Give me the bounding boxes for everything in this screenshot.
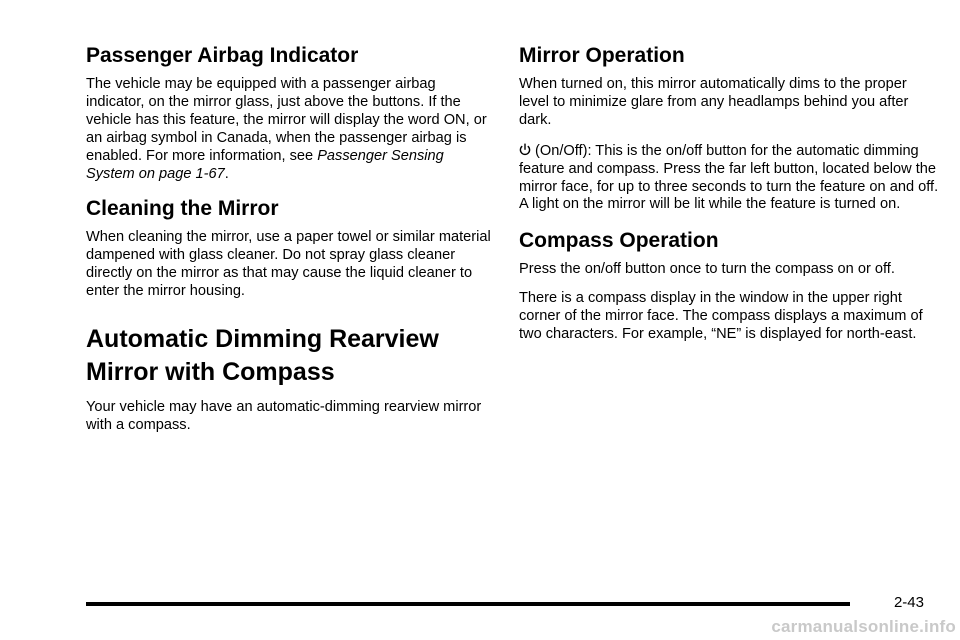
on-off-text: (On/Off): This is the on/off button for the automatic dimming feature and compass. Press the far left button, located below the mirror face, for up to three seconds to turn the feature on and off. A light on the mirror will be lit while the feature is turned on. xyxy=(519,142,939,213)
footer-rule xyxy=(86,602,850,606)
heading-mirror-operation: Mirror Operation xyxy=(519,44,685,67)
heading-compass-operation: Compass Operation xyxy=(519,229,719,253)
cross-reference-link[interactable]: Passenger Sensing System on page 1-67 xyxy=(86,147,444,182)
power-icon xyxy=(519,143,531,157)
paragraph-on-off xyxy=(519,143,939,215)
paragraph-airbag-indicator xyxy=(86,76,494,183)
right-column xyxy=(519,42,939,344)
paragraph-automatic-dimming: Your vehicle may have an automatic-dimming rearview mirror with a compass. xyxy=(86,399,482,433)
heading-passenger-airbag-indicator: Passenger Airbag Indicator xyxy=(86,44,359,67)
paragraph-cleaning: When cleaning the mirror, use a paper towel or similar material dampened with glass cleaner. Do not spray glass cleaner directly on the mirror as that may cause the liquid cleaner to enter the mirror housing. xyxy=(86,229,491,300)
heading-cleaning-the-mirror: Cleaning the Mirror xyxy=(86,197,279,221)
left-column xyxy=(86,42,494,435)
paragraph-mirror-operation: When turned on, this mirror automatically dims to the proper level to minimize glare from any headlamps behind you after dark. xyxy=(519,76,909,128)
page-number: 2-43 xyxy=(893,594,924,611)
paragraph-compass-on-off: Press the on/off button once to turn the compass on or off. xyxy=(519,261,895,278)
heading-automatic-dimming-mirror: Automatic Dimming Rearview Mirror with Compass xyxy=(86,325,439,387)
period: . xyxy=(224,165,229,182)
paragraph-compass-display: There is a compass display in the window in the upper right corner of the mirror face. The compass displays a maximum of two characters. For example, “NE” is displayed for north-east. xyxy=(519,290,923,343)
airbag-text: The vehicle may be equipped with a passenger airbag indicator, on the mirror glass, just above the buttons. If the vehicle has this feature, the mirror will display the word ON, or an airbag symbol in Canada, when the passenger airbag is enabled. For more information, see xyxy=(86,76,487,164)
watermark: carmanualsonline.info xyxy=(771,617,956,636)
